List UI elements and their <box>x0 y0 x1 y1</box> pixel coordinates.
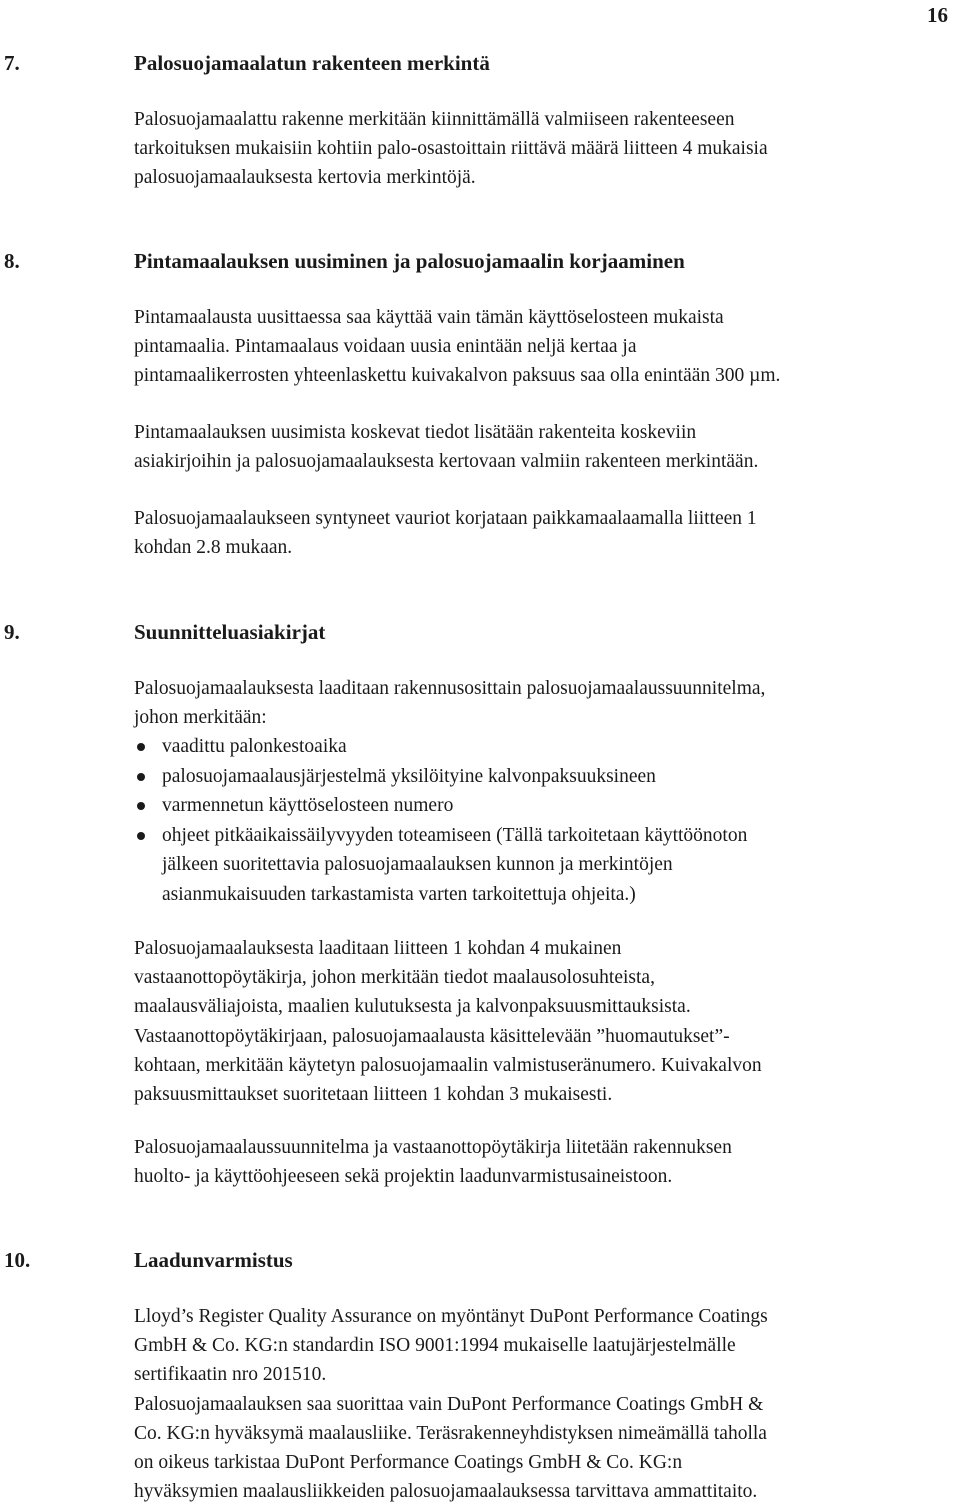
paragraph-line: Co. KG:n hyväksymä maalausliike. Teräsrakenneyhdistyksen nimeämällä taholla <box>134 1422 767 1444</box>
requirements-list <box>134 732 934 909</box>
paragraph-line: vastaanottopöytäkirja, johon merkitään tiedot maalausolosuhteista, <box>134 967 655 989</box>
section-8-paragraph-3 <box>134 504 934 562</box>
paragraph-line: Palosuojamaalaussuunnitelma ja vastaanottopöytäkirja liitetään rakennuksen <box>134 1137 732 1158</box>
section-8-paragraph-1 <box>134 303 934 391</box>
paragraph-line: on oikeus tarkistaa DuPont Performance Coatings GmbH & Co. KG:n <box>134 1452 683 1474</box>
section-9-paragraph-3 <box>134 1133 934 1191</box>
paragraph-line: maalausväliajoista, maalien kulutuksesta ja kalvonpaksuusmittauksista. <box>134 996 691 1018</box>
bullet-icon <box>137 802 145 810</box>
paragraph-line: kohtaan, merkitään käytetyn palosuojamaalin valmistuseränumero. Kuivakalvon <box>134 1054 762 1076</box>
list-item-line: ohjeet pitkäaikaissäilyvyyden toteamiseen (Tällä tarkoitetaan käyttöönoton <box>162 824 748 846</box>
section-7 <box>0 48 960 78</box>
section-9-paragraph-2 <box>134 934 934 1109</box>
section-7-paragraph <box>134 105 934 193</box>
list-item-line: jälkeen suoritettavia palosuojamaalauksen kunnon ja merkintöjen <box>162 854 673 875</box>
list-item <box>134 732 934 762</box>
paragraph-line: Pintamaalausta uusittaessa saa käyttää vain tämän käyttöselosteen mukaista <box>134 307 724 328</box>
section-8-heading <box>0 246 960 276</box>
paragraph-line: GmbH & Co. KG:n standardin ISO 9001:1994 mukaiselle laatujärjestelmälle <box>134 1335 736 1357</box>
paragraph-line: johon merkitään: <box>134 707 267 729</box>
section-8-paragraph-2 <box>134 418 934 476</box>
list-item <box>134 821 934 910</box>
bullet-icon <box>137 832 145 840</box>
section-10-number: 10. <box>4 1248 31 1272</box>
section-9-number: 9. <box>4 620 20 644</box>
list-item-line: asianmukaisuuden tarkastamista varten tarkoitettuja ohjeita.) <box>162 883 636 905</box>
bullet-icon <box>137 773 145 781</box>
page-number: 16 <box>927 3 948 27</box>
section-10-heading <box>0 1245 960 1275</box>
list-item-line: vaadittu palonkestoaika <box>162 736 347 757</box>
list-item <box>134 762 934 792</box>
paragraph-line: Palosuojamaalattu rakenne merkitään kiinnittämällä valmiiseen rakenteeseen <box>134 109 735 130</box>
paragraph-line: paksuusmittaukset suoritetaan liitteen 1 kohdan 3 mukaisesti. <box>134 1084 613 1106</box>
paragraph-line: Lloyd’s Register Quality Assurance on myöntänyt DuPont Performance Coatings <box>134 1306 768 1327</box>
paragraph-line: pintamaalia. Pintamaalaus voidaan uusia enintään neljä kertaa ja <box>134 336 637 358</box>
paragraph-line: Palosuojamaalauksen saa suorittaa vain DuPont Performance Coatings GmbH & <box>134 1393 764 1415</box>
paragraph-line: tarkoituksen mukaisiin kohtiin palo-osastoittain riittävä määrä liitteen 4 mukaisia <box>134 138 768 160</box>
section-7-number: 7. <box>4 51 20 75</box>
section-10-paragraph <box>134 1302 934 1506</box>
section-8-number: 8. <box>4 249 20 273</box>
list-item-line: varmennetun käyttöselosteen numero <box>162 795 454 816</box>
paragraph-line: Palosuojamaalauksesta laaditaan rakennusosittain palosuojamaalaussuunnitelma, <box>134 678 766 699</box>
paragraph-line: Palosuojamaalaukseen syntyneet vauriot korjataan paikkamaalaamalla liitteen 1 <box>134 508 757 529</box>
section-7-title: Palosuojamaalatun rakenteen merkintä <box>134 51 490 75</box>
paragraph-line: palosuojamaalauksesta kertovia merkintöjä. <box>134 167 476 189</box>
section-10-title: Laadunvarmistus <box>134 1248 293 1272</box>
list-item-line: palosuojamaalausjärjestelmä yksilöityine kalvonpaksuuksineen <box>162 765 656 787</box>
list-item <box>134 791 934 821</box>
paragraph-line: huolto- ja käyttöohjeeseen sekä projektin laadunvarmistusaineistoon. <box>134 1166 673 1188</box>
bullet-icon <box>137 743 145 751</box>
paragraph-line: sertifikaatin nro 201510. <box>134 1364 327 1386</box>
section-8-title: Pintamaalauksen uusiminen ja palosuojamaalin korjaaminen <box>134 249 685 273</box>
section-9-title: Suunnitteluasiakirjat <box>134 620 326 644</box>
paragraph-line: Palosuojamaalauksesta laaditaan liitteen 1 kohdan 4 mukainen <box>134 938 622 959</box>
paragraph-line: Vastaanottopöytäkirjaan, palosuojamaalausta käsittelevään ”huomautukset”- <box>134 1025 730 1047</box>
paragraph-line: pintamaalikerrosten yhteenlaskettu kuivakalvon paksuus saa olla enintään 300 µm. <box>134 365 781 387</box>
paragraph-line: hyväksymien maalausliikkeiden palosuojamaalauksessa tarvittava ammattitaito. <box>134 1481 758 1503</box>
section-9 <box>0 617 960 647</box>
section-9-heading <box>0 617 960 647</box>
paragraph-line: Pintamaalauksen uusimista koskevat tiedot lisätään rakenteita koskeviin <box>134 422 697 443</box>
section-8 <box>0 246 960 276</box>
paragraph-line: kohdan 2.8 mukaan. <box>134 537 293 559</box>
section-7-heading <box>0 48 960 78</box>
paragraph-line: asiakirjoihin ja palosuojamaalauksesta kertovaan valmiin rakenteen merkintään. <box>134 451 759 473</box>
section-9-paragraph-1 <box>134 674 934 732</box>
section-10 <box>0 1245 960 1275</box>
